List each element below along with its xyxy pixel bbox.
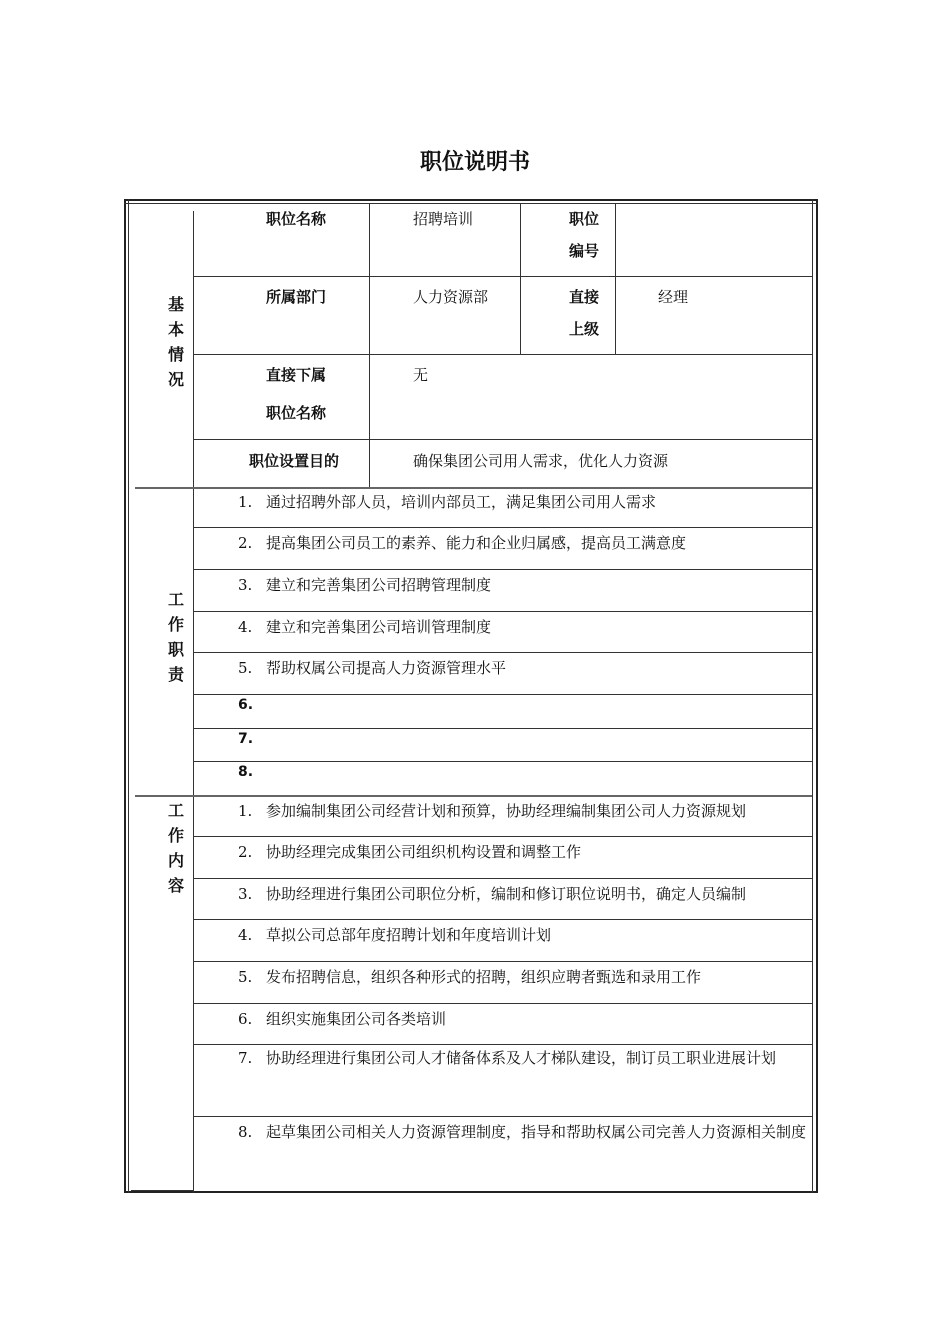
duty-item-2 [238,532,686,553]
duty-num: 5. [238,659,253,677]
content-num: 4. [238,926,253,944]
duty-num: 4. [238,618,253,636]
duty-item-7 [238,731,253,747]
content-text: 起草集团公司相关人力资源管理制度，指导和帮助权属公司完善人力资源相关制度 [266,1123,807,1141]
duty-text: 建立和完善集团公司培训管理制度 [266,618,492,636]
duty-text: 建立和完善集团公司招聘管理制度 [266,576,492,594]
position-name-value: 招聘培训 [413,210,474,228]
content-num: 5. [238,968,253,986]
duty-item-8 [238,764,253,780]
content-item-2 [238,841,581,862]
department-value: 人力资源部 [413,288,489,306]
duty-item-5 [238,657,506,678]
content-text: 参加编制集团公司经营计划和预算，协助经理编制集团公司人力资源规划 [266,802,747,820]
content-text: 组织实施集团公司各类培训 [266,1010,447,1028]
superior-value: 经理 [658,288,689,306]
section-label-content: 工作内容 [167,801,184,895]
department-label: 所属部门 [266,288,327,306]
duty-num: 7. [238,731,254,747]
duty-num: 6. [238,697,254,713]
content-num: 8. [238,1123,253,1141]
duty-item-1 [238,491,656,512]
duty-num: 2. [238,534,253,552]
content-item-8 [238,1116,810,1148]
content-item-3 [238,883,746,904]
content-num: 6. [238,1010,253,1028]
duty-text: 帮助权属公司提高人力资源管理水平 [266,659,507,677]
purpose-value: 确保集团公司用人需求，优化人力资源 [413,452,669,470]
content-text: 协助经理完成集团公司组织机构设置和调整工作 [266,843,582,861]
content-text: 草拟公司总部年度招聘计划和年度培训计划 [266,926,552,944]
duty-num: 3. [238,576,253,594]
content-text: 协助经理进行集团公司人才储备体系及人才梯队建设，制订员工职业进展计划 [266,1049,777,1067]
duty-num: 8. [238,764,254,780]
section-label-basic: 基本情况 [167,295,184,389]
subordinate-value: 无 [413,366,429,384]
position-no-label-line2: 编号 [569,242,600,260]
content-item-4 [238,924,551,945]
duty-num: 1. [238,493,253,511]
position-name-label: 职位名称 [266,210,327,228]
duty-item-6 [238,697,253,713]
content-item-6 [238,1008,446,1029]
purpose-label: 职位设置目的 [249,452,340,470]
content-text: 发布招聘信息，组织各种形式的招聘，组织应聘者甄选和录用工作 [266,968,702,986]
section-label-duties: 工作职责 [167,590,184,684]
content-item-7 [238,1042,810,1074]
page-title: 职位说明书 [419,150,530,175]
duty-item-3 [238,574,491,595]
position-no-label-line1: 职位 [569,210,600,228]
content-num: 3. [238,885,253,903]
content-num: 7. [238,1049,253,1067]
superior-label-line2: 上级 [569,320,600,338]
duty-text: 提高集团公司员工的素养、能力和企业归属感，提高员工满意度 [266,534,687,552]
content-num: 2. [238,843,253,861]
subordinate-label-line2: 职位名称 [266,404,327,422]
content-item-1 [238,800,746,821]
duty-item-4 [238,616,491,637]
content-item-5 [238,966,701,987]
subordinate-label-line1: 直接下属 [266,366,327,384]
content-num: 1. [238,802,253,820]
content-text: 协助经理进行集团公司职位分析，编制和修订职位说明书，确定人员编制 [266,885,747,903]
duty-text: 通过招聘外部人员，培训内部员工，满足集团公司用人需求 [266,493,657,511]
superior-label-line1: 直接 [569,288,600,306]
